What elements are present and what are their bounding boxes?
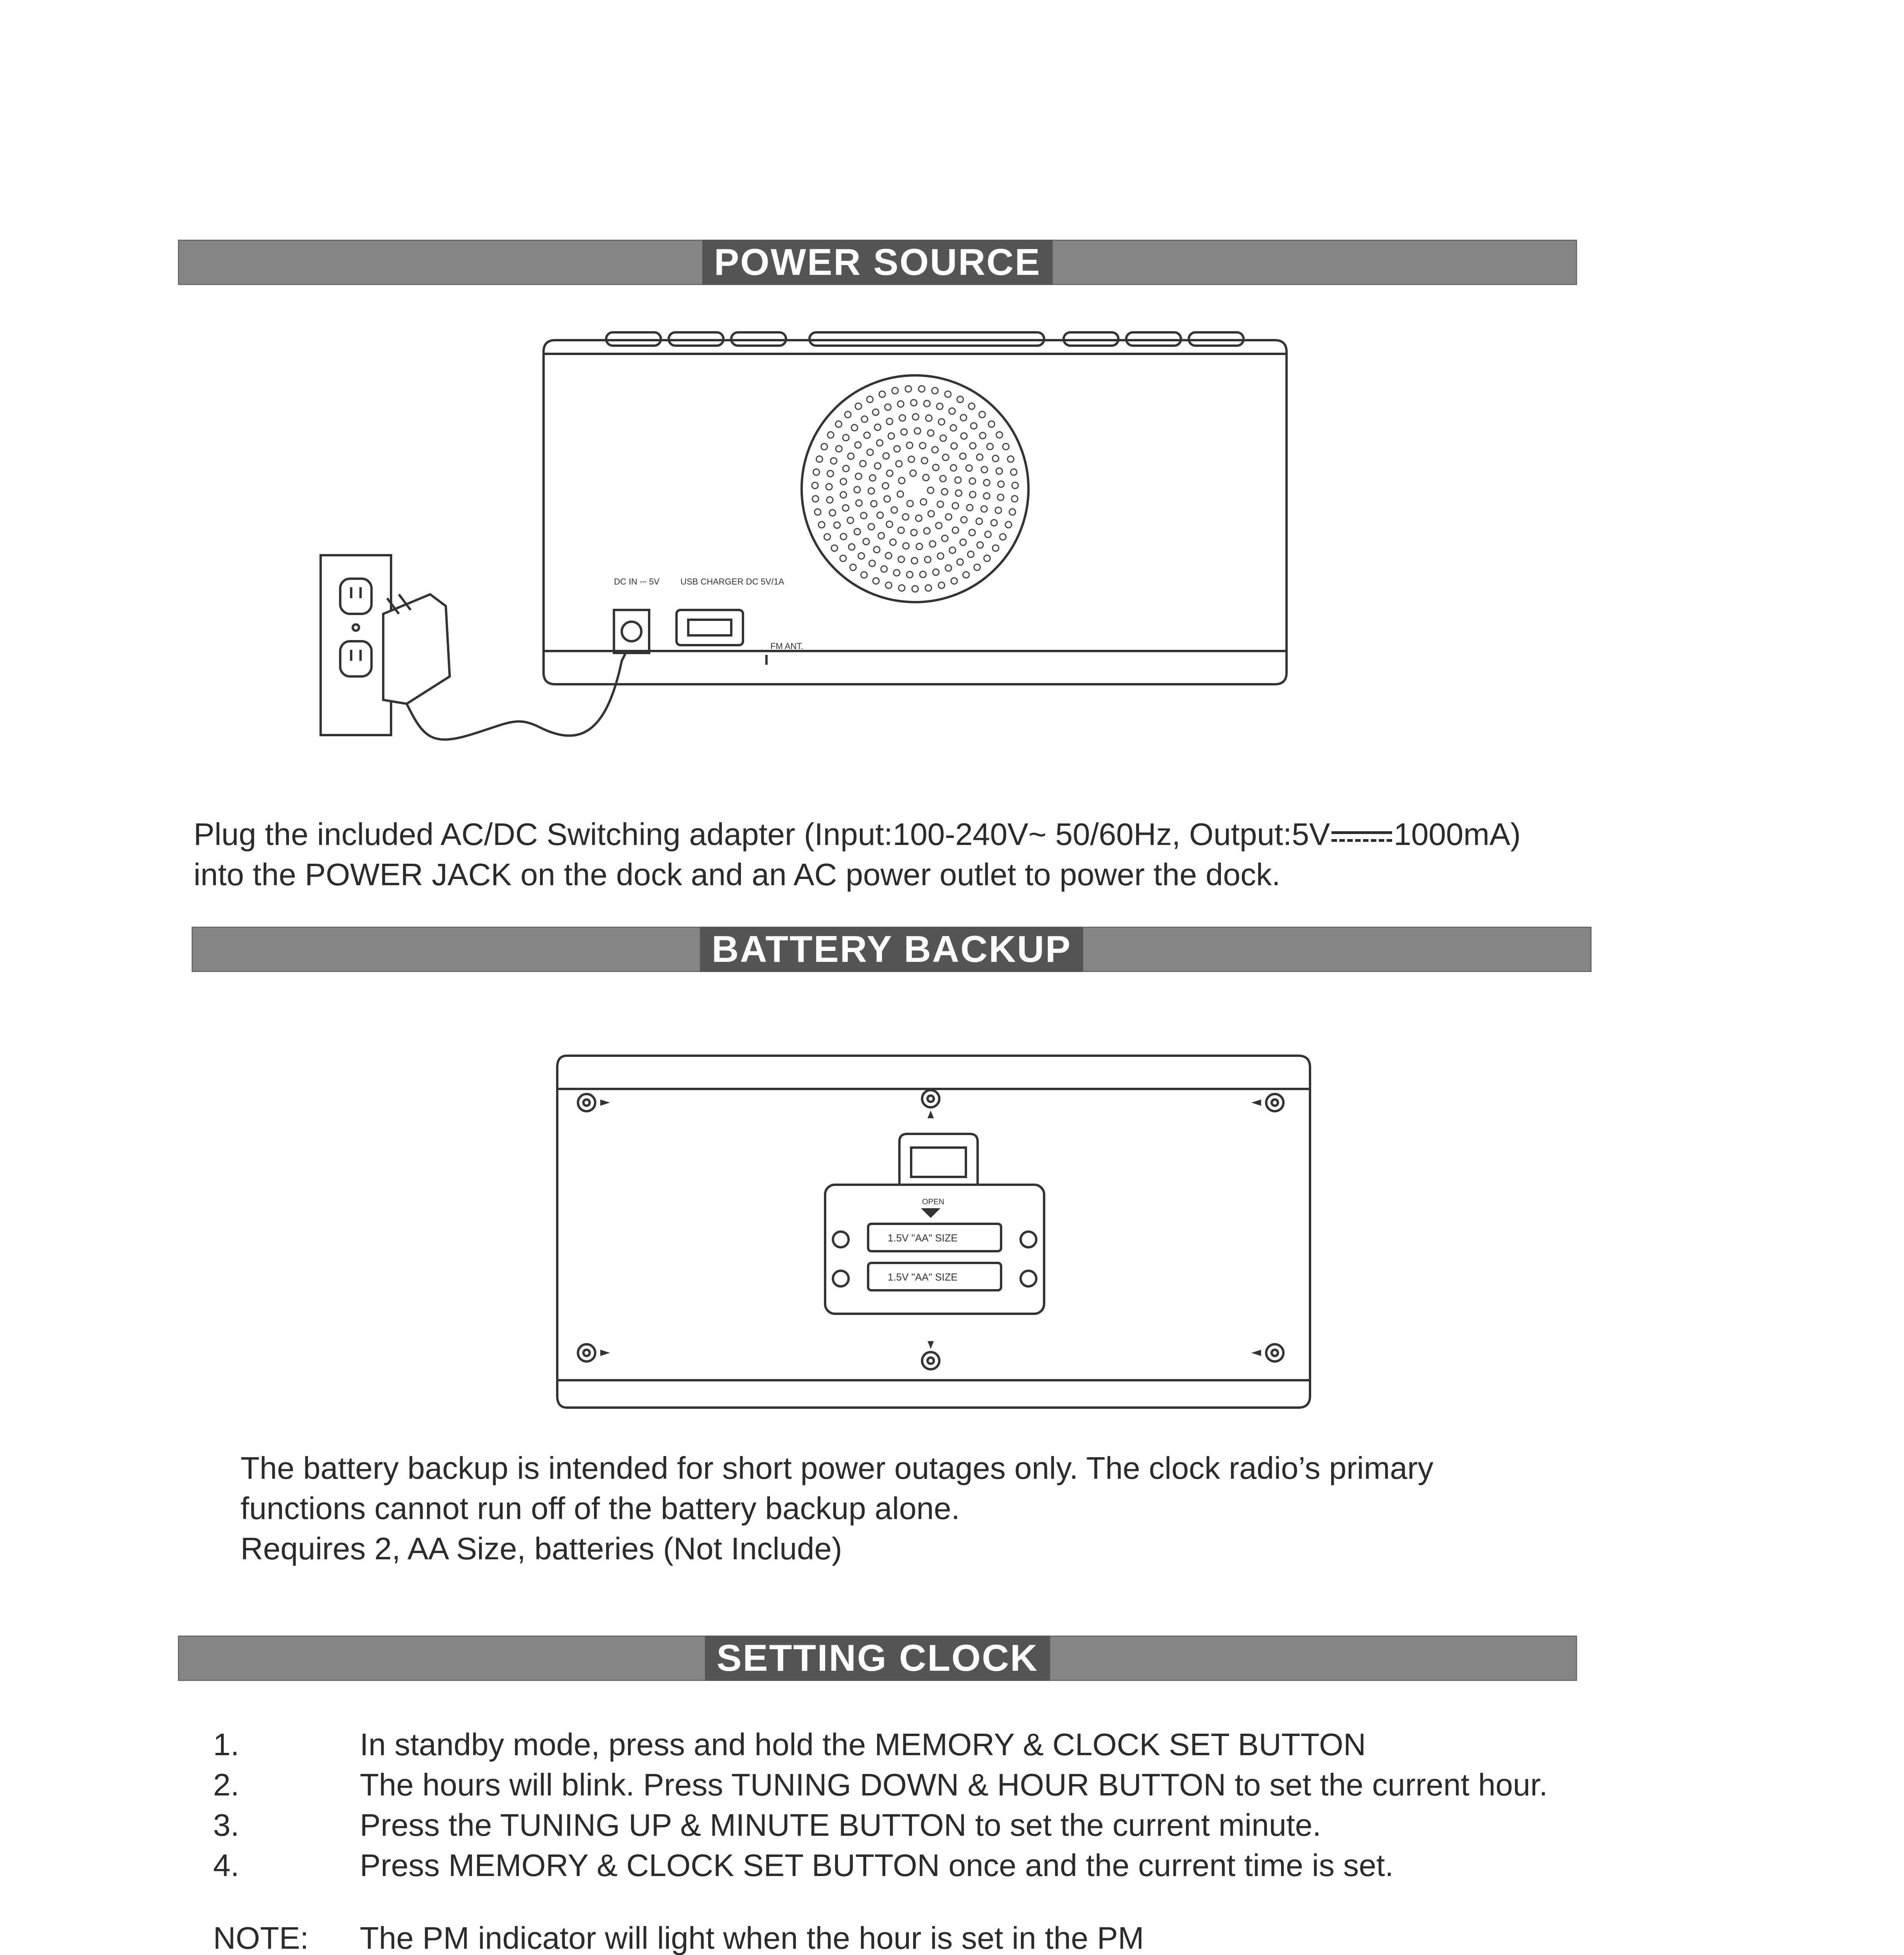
- grille-hole: [969, 478, 976, 484]
- step-text: The hours will blink. Press TUNING DOWN & HOUR BUTTON to set the current hour.: [360, 1767, 1548, 1802]
- dc-in-label: DC IN ⎓ 5V: [614, 577, 660, 586]
- grille-hole: [912, 586, 918, 592]
- grille-hole: [882, 482, 888, 489]
- grille-hole: [905, 386, 912, 392]
- grille-hole: [968, 551, 974, 558]
- grille-hole: [969, 529, 975, 536]
- grille-hole: [955, 490, 962, 496]
- grille-hole: [818, 522, 825, 528]
- grille-hole: [812, 482, 818, 489]
- grille-hole: [896, 461, 902, 467]
- grille-hole: [891, 507, 897, 513]
- grille-hole: [897, 401, 904, 407]
- grille-hole: [855, 403, 861, 409]
- grille-hole: [868, 524, 874, 530]
- section-title: BATTERY BACKUP: [700, 927, 1083, 972]
- grille-hole: [928, 430, 934, 436]
- grille-hole: [858, 553, 865, 559]
- grille-hole: [836, 446, 842, 452]
- grille-hole: [915, 515, 922, 521]
- grille-hole: [932, 447, 938, 453]
- grille-hole: [898, 556, 904, 563]
- grille-hole: [925, 585, 931, 591]
- grille-hole: [855, 442, 861, 448]
- grille-hole: [936, 522, 942, 529]
- grille-hole: [874, 424, 881, 430]
- grille-hole: [894, 446, 900, 452]
- grille-hole: [983, 479, 990, 486]
- grille-hole: [886, 418, 893, 425]
- grille-hole: [980, 432, 986, 439]
- grille-hole: [892, 387, 898, 394]
- step-number: 2.: [213, 1767, 239, 1802]
- grille-hole: [923, 474, 929, 481]
- grille-hole: [843, 465, 849, 472]
- grille-hole: [817, 456, 823, 462]
- grille-hole: [911, 400, 917, 406]
- grille-hole: [945, 391, 951, 397]
- grille-hole: [908, 456, 915, 463]
- grille-hole: [950, 425, 956, 431]
- grille-hole: [991, 520, 997, 526]
- grille-hole: [856, 500, 862, 506]
- grille-hole: [899, 415, 906, 421]
- grille-hole: [949, 547, 956, 553]
- grille-hole: [946, 514, 952, 520]
- grille-hole: [910, 470, 916, 476]
- grille-hole: [850, 564, 856, 570]
- grille-hole: [967, 504, 973, 511]
- grille-hole: [831, 545, 838, 551]
- grille-hole: [969, 491, 976, 498]
- step-number: 3.: [213, 1808, 239, 1842]
- grille-hole: [951, 443, 957, 449]
- grille-hole: [983, 493, 990, 499]
- grille-hole: [861, 513, 867, 519]
- grille-hole: [939, 419, 945, 425]
- grille-hole: [937, 501, 944, 508]
- grille-hole: [1005, 522, 1012, 528]
- step-text: Press MEMORY & CLOCK SET BUTTON once and the current time is set.: [360, 1848, 1394, 1883]
- fm-ant-label: FM ANT.: [770, 641, 804, 651]
- dc-symbol-icon: [1332, 828, 1392, 845]
- grille-hole: [879, 391, 885, 397]
- grille-hole: [976, 454, 983, 460]
- section-header-setting-clock: [178, 1636, 1577, 1681]
- grille-hole: [860, 461, 866, 467]
- grille-hole: [974, 564, 980, 570]
- note-label: NOTE:: [213, 1921, 309, 1955]
- grille-hole: [981, 466, 987, 473]
- grille-hole: [886, 521, 893, 527]
- grille-hole: [886, 470, 893, 476]
- grille-hole: [921, 457, 928, 464]
- grille-hole: [851, 425, 858, 431]
- grille-hole: [834, 522, 840, 528]
- grille-hole: [951, 578, 957, 584]
- step-text: Press the TUNING UP & MINUTE BUTTON to set the current minute.: [360, 1808, 1321, 1842]
- grille-hole: [942, 454, 949, 461]
- grille-hole: [871, 500, 877, 507]
- grille-hole: [981, 506, 987, 512]
- grille-hole: [883, 453, 889, 459]
- step-number: 4.: [213, 1848, 239, 1883]
- grille-hole: [949, 408, 955, 414]
- grille-hole: [928, 511, 934, 517]
- grille-hole: [906, 442, 913, 448]
- grille-hole: [864, 432, 870, 438]
- grille-hole: [827, 470, 833, 477]
- grille-hole: [1000, 534, 1006, 540]
- grille-hole: [881, 566, 887, 572]
- grille-hole: [843, 505, 849, 511]
- grille-hole: [952, 527, 958, 533]
- grille-hole: [831, 458, 837, 464]
- grille-hole: [985, 531, 991, 538]
- battery-backup-line1: The battery backup is intended for short power outages only. The clock radio’s primary: [240, 1451, 1434, 1485]
- grille-hole: [928, 487, 934, 493]
- grille-hole: [942, 489, 948, 495]
- grille-hole: [955, 477, 961, 483]
- grille-hole: [998, 481, 1004, 487]
- grille-hole: [940, 475, 946, 482]
- grille-hole: [930, 541, 936, 547]
- open-label: OPEN: [922, 1198, 944, 1206]
- section-title: SETTING CLOCK: [705, 1636, 1050, 1681]
- grille-hole: [963, 572, 969, 578]
- grille-hole: [1010, 469, 1017, 475]
- grille-hole: [840, 533, 847, 540]
- grille-hole: [987, 443, 993, 450]
- grille-hole: [926, 415, 932, 421]
- grille-hole: [901, 429, 907, 435]
- grille-hole: [911, 529, 917, 536]
- grille-hole: [924, 400, 930, 407]
- grille-hole: [899, 477, 905, 484]
- grille-hole: [1003, 443, 1009, 450]
- grille-hole: [878, 533, 885, 539]
- grille-hole: [894, 570, 900, 576]
- section-title: POWER SOURCE: [702, 240, 1053, 285]
- grille-hole: [976, 518, 982, 524]
- battery-backup-diagram: [555, 1052, 1314, 1412]
- grille-hole: [1012, 482, 1018, 488]
- grille-hole: [945, 565, 951, 571]
- grille-hole: [920, 571, 926, 578]
- grille-hole: [845, 411, 851, 418]
- grille-hole: [869, 560, 875, 567]
- grille-hole: [932, 387, 938, 394]
- grille-hole: [899, 585, 905, 591]
- grille-hole: [921, 499, 927, 505]
- grille-hole: [914, 428, 921, 434]
- grille-hole: [872, 409, 879, 415]
- grille-hole: [863, 538, 869, 545]
- grille-hole: [826, 484, 832, 490]
- grille-hole: [824, 534, 831, 540]
- grille-hole: [821, 443, 827, 450]
- grille-hole: [884, 496, 890, 502]
- grille-hole: [861, 416, 868, 422]
- grille-hole: [897, 491, 903, 497]
- grille-hole: [885, 552, 892, 559]
- grille-hole: [873, 578, 879, 584]
- grille-hole: [877, 440, 883, 446]
- power-source-text-line1: Plug the included AC/DC Switching adapter (Input:100-240V~ 50/60Hz, Output:5V 1000mA): [194, 817, 1521, 852]
- grille-hole: [843, 434, 849, 441]
- grille-hole: [920, 443, 926, 449]
- grille-hole: [924, 528, 930, 534]
- grille-hole: [906, 572, 913, 578]
- grille-hole: [940, 435, 946, 441]
- grille-hole: [961, 433, 967, 439]
- grille-hole: [1012, 496, 1018, 502]
- grille-hole: [856, 473, 862, 479]
- grille-hole: [836, 421, 842, 427]
- grille-hole: [960, 539, 966, 545]
- grille-hole: [937, 553, 944, 559]
- grille-hole: [888, 433, 894, 439]
- grille-hole: [840, 492, 847, 498]
- grille-hole: [998, 494, 1004, 500]
- grille-hole: [933, 569, 939, 575]
- speaker-grille: [812, 386, 1018, 592]
- note-text: The PM indicator will light when the hour is set in the PM: [360, 1921, 1144, 1955]
- grille-hole: [827, 497, 833, 503]
- grille-hole: [827, 432, 834, 438]
- grille-hole: [970, 443, 976, 449]
- grille-hole: [912, 414, 919, 420]
- grille-hole: [829, 510, 836, 516]
- grille-hole: [989, 421, 995, 427]
- grille-hole: [916, 543, 922, 550]
- grille-hole: [861, 572, 867, 578]
- grille-hole: [885, 404, 891, 410]
- grille-hole: [812, 496, 818, 502]
- grille-hole: [977, 542, 983, 548]
- grille-hole: [867, 449, 873, 456]
- grille-hole: [877, 512, 883, 518]
- section-header-power-source: [178, 240, 1577, 285]
- grille-hole: [840, 555, 846, 561]
- grille-hole: [966, 465, 972, 471]
- grille-hole: [903, 514, 909, 520]
- usb-charger-label: USB CHARGER DC 5V/1A: [680, 577, 784, 586]
- grille-hole: [1009, 509, 1016, 515]
- grille-hole: [933, 465, 939, 471]
- grille-hole: [995, 507, 1001, 513]
- grille-hole: [960, 414, 967, 421]
- grille-hole: [992, 456, 999, 462]
- grille-hole: [924, 556, 931, 563]
- dock-rear-view: [544, 332, 1287, 684]
- grille-hole: [885, 582, 892, 588]
- grille-hole: [898, 527, 904, 533]
- grille-hole: [939, 582, 945, 588]
- battery-1-label: 1.5V "AA" SIZE: [888, 1232, 958, 1244]
- grille-hole: [969, 403, 975, 409]
- grille-hole: [942, 535, 948, 542]
- grille-hole: [971, 423, 977, 429]
- grille-hole: [840, 479, 847, 485]
- power-source-diagram: [305, 325, 1306, 794]
- power-source-text-line2: into the POWER JACK on the dock and an AC power outlet to power the dock.: [194, 857, 1281, 892]
- grille-hole: [874, 547, 880, 553]
- grille-hole: [867, 396, 873, 403]
- grille-hole: [874, 463, 881, 469]
- grille-hole: [960, 453, 966, 459]
- grille-hole: [984, 555, 990, 561]
- grille-hole: [957, 396, 963, 403]
- grille-hole: [950, 465, 956, 471]
- grille-hole: [815, 509, 821, 515]
- grille-hole: [813, 469, 820, 475]
- grille-hole: [890, 539, 896, 545]
- battery-backup-line3: Requires 2, AA Size, batteries (Not Include): [240, 1531, 842, 1566]
- grille-hole: [912, 558, 918, 564]
- grille-hole: [919, 386, 925, 392]
- grille-hole: [996, 468, 1002, 474]
- grille-hole: [952, 503, 958, 509]
- battery-2-label: 1.5V "AA" SIZE: [888, 1271, 958, 1283]
- grille-hole: [1008, 456, 1014, 462]
- grille-hole: [870, 475, 876, 481]
- step-text: In standby mode, press and hold the MEMORY & CLOCK SET BUTTON: [360, 1727, 1366, 1762]
- grille-hole: [996, 432, 1003, 438]
- battery-backup-line2: functions cannot run off of the battery backup alone.: [240, 1491, 960, 1526]
- wall-outlet-icon: [321, 555, 391, 735]
- grille-hole: [957, 559, 963, 565]
- step-number: 1.: [213, 1727, 239, 1762]
- section-header-battery-backup: [192, 927, 1592, 972]
- grille-hole: [907, 500, 913, 507]
- ac-adapter-icon: [383, 594, 626, 739]
- grille-hole: [849, 544, 855, 550]
- grille-hole: [992, 545, 999, 551]
- grille-hole: [848, 453, 854, 459]
- grille-hole: [868, 488, 874, 494]
- grille-hole: [961, 517, 967, 523]
- grille-hole: [847, 517, 854, 524]
- grille-hole: [903, 543, 909, 549]
- grille-hole: [854, 529, 860, 535]
- grille-hole: [937, 403, 943, 409]
- grille-hole: [854, 486, 860, 493]
- grille-hole: [979, 411, 985, 418]
